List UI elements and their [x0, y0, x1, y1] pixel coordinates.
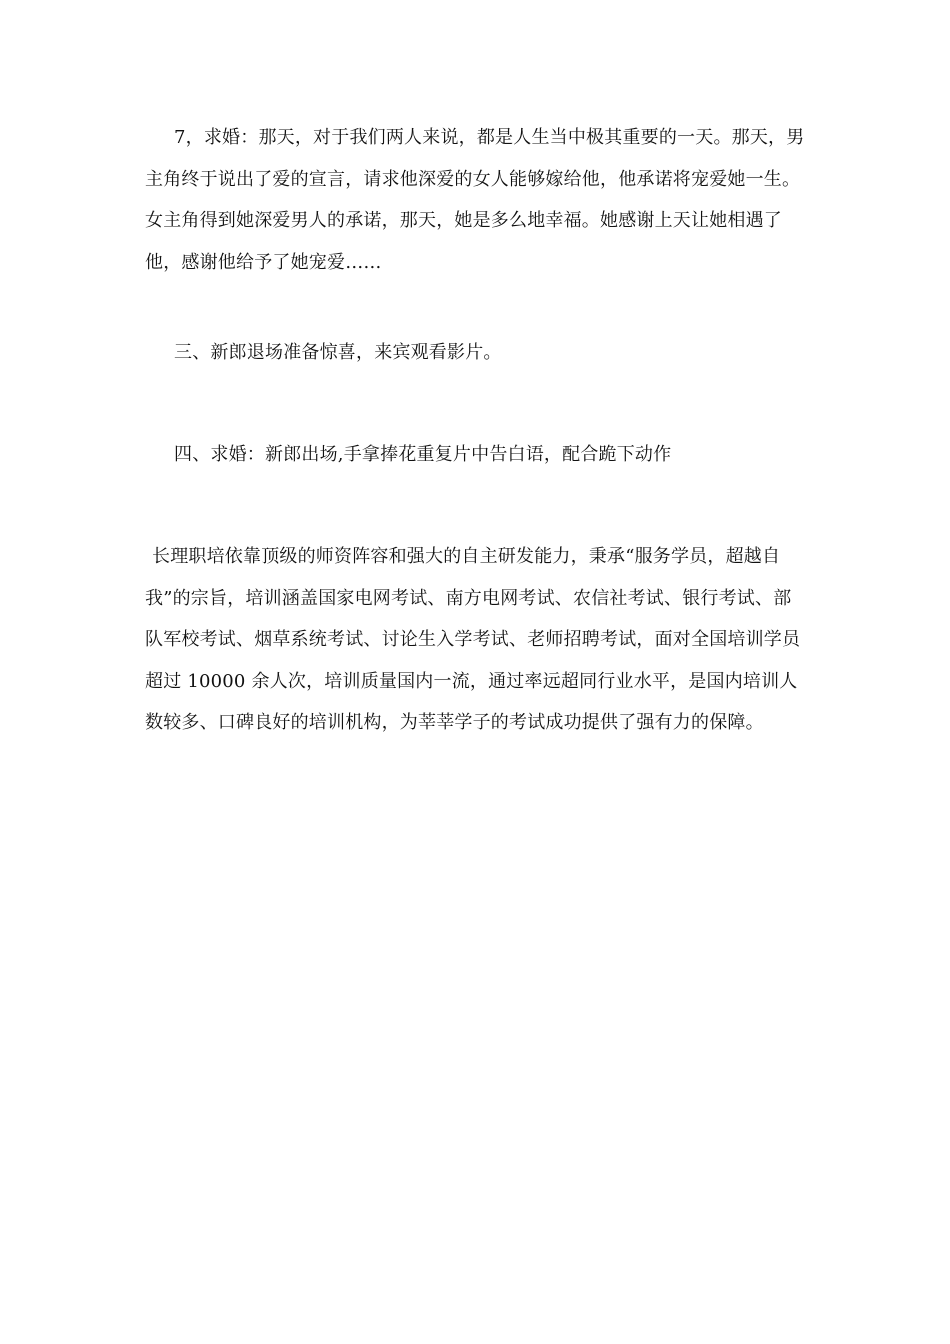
paragraph-groom-proposal: 四、求婚：新郎出场,手拿捧花重复片中告白语，配合跪下动作 [174, 444, 672, 465]
paragraph-proposal-story: 7，求婚：那天，对于我们两人来说，都是人生当中极其重要的一天。那天，男主角终于说出了爱的宣言，请求他深爱的女人能够嫁给他，他承诺将宠爱她一生。女主角得到她深爱男人的承诺，那天，她是多么地幸福。她感谢上天让她相遇了他，感谢他给予了她宠爱…… [145, 127, 805, 273]
paragraph-groom-exit: 三、新郎退场准备惊喜，来宾观看影片。 [174, 342, 502, 363]
paragraph-training-promo: 长理职培依靠顶级的师资阵容和强大的自主研发能力，秉承“服务学员，超越自我”的宗旨，培训涵盖国家电网考试、南方电网考试、农信社考试、银行考试、部队军校考试、烟草系统考试、讨论生入学考试、老师招聘考试，面对全国培训学员超过 10000 余人次，培训质量国内一流，通过率远超同行业水平，是国内培训人数较多、口碑良好的培训机构，为莘莘学子的考试成功提供了强有力的保障。 [145, 546, 801, 733]
